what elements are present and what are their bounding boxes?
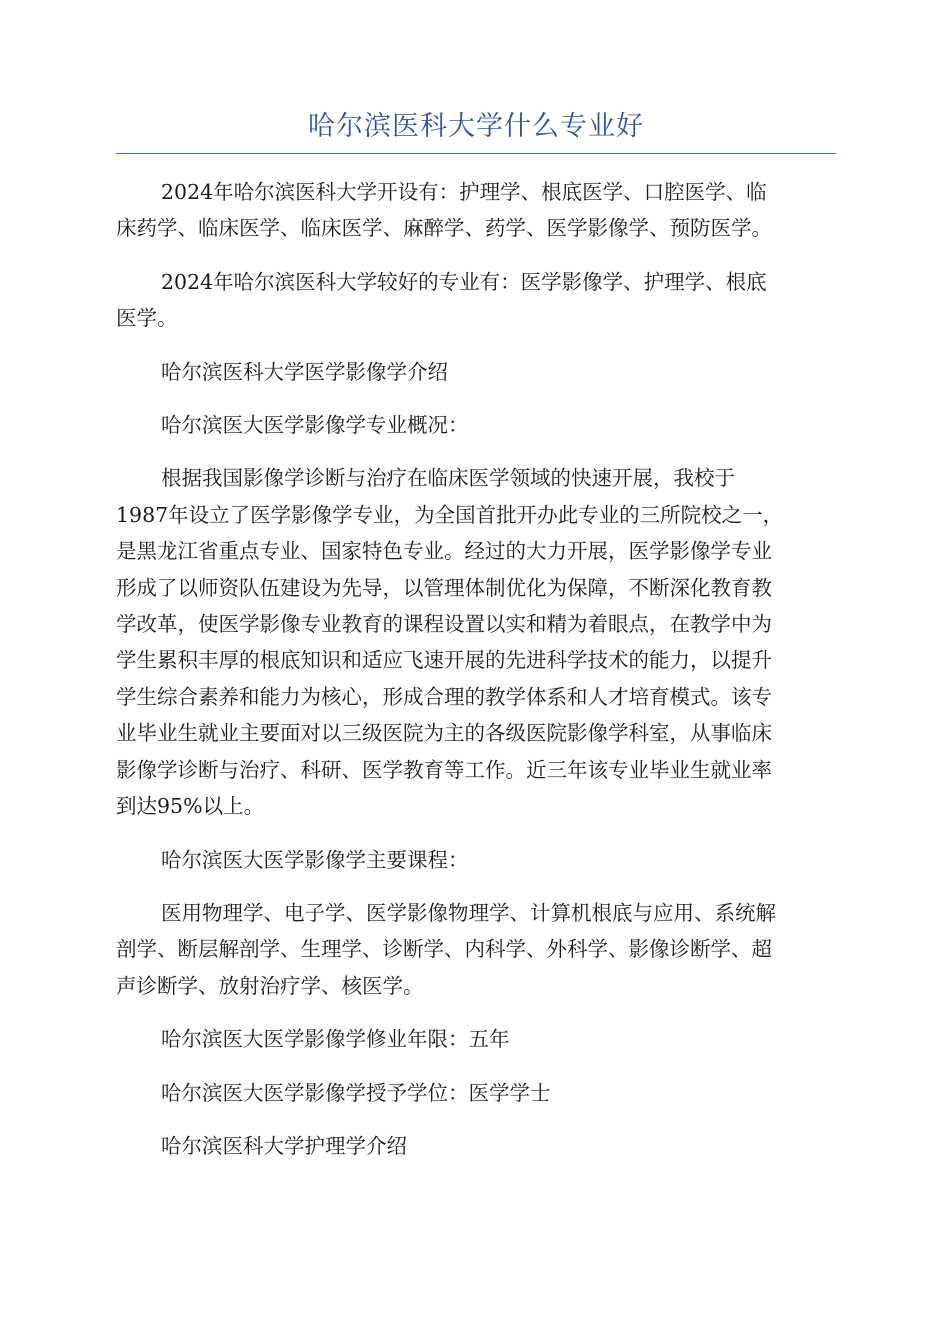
- title-underline: [116, 153, 836, 154]
- heading-imaging-courses: [116, 842, 836, 878]
- text-line: 剖学、断层解剖学、生理学、诊断学、内科学、外科学、影像诊断学、超: [116, 937, 772, 962]
- paragraph-imaging-overview: [116, 460, 836, 824]
- text-line: 床药学、临床医学、临床医学、麻醉学、药学、医学影像学、预防医学。: [116, 216, 772, 241]
- text-line: 是黑龙江省重点专业、国家特色专业。经过的大力开展，医学影像学专业: [116, 539, 772, 564]
- text-line: 2024年哈尔滨医科大学开设有：护理学、根底医学、口腔医学、临: [161, 180, 767, 204]
- text-line: 1987年设立了医学影像学专业，为全国首批开办此专业的三所院校之一，: [116, 502, 784, 527]
- heading-imaging-overview: [116, 407, 836, 443]
- text-line: 哈尔滨医科大学医学影像学介绍: [161, 359, 448, 384]
- text-line: 哈尔滨医大医学影像学修业年限：五年: [161, 1027, 510, 1052]
- text-line: 业毕业生就业主要面对以三级医院为主的各级医院影像学科室，从事临床: [116, 721, 772, 746]
- text-line: 医学。: [116, 306, 178, 331]
- text-line: 声诊断学、放射治疗学、核医学。: [116, 973, 424, 998]
- heading-imaging-intro: [116, 354, 836, 390]
- paragraph-imaging-degree: [116, 1075, 836, 1111]
- text-line: 哈尔滨医科大学护理学介绍: [161, 1133, 407, 1158]
- text-line: 学生累积丰厚的根底知识和适应飞速开展的先进科学技术的能力，以提升: [116, 648, 772, 673]
- text-line: 哈尔滨医大医学影像学专业概况：: [161, 413, 469, 438]
- text-line: 到达95%以上。: [116, 794, 265, 819]
- text-line: 2024年哈尔滨医科大学较好的专业有：医学影像学、护理学、根底: [161, 269, 767, 294]
- paragraph-imaging-courses: [116, 895, 836, 1004]
- paragraph-imaging-duration: [116, 1021, 836, 1057]
- text-line: 医用物理学、电子学、医学影像物理学、计算机根底与应用、系统解: [161, 900, 776, 925]
- text-line: 学生综合素养和能力为核心，形成合理的教学体系和人才培育模式。该专: [116, 684, 772, 709]
- paragraph-good-majors: [116, 264, 836, 337]
- heading-nursing-intro: [116, 1128, 836, 1164]
- document-title: 哈尔滨医科大学什么专业好: [308, 111, 644, 142]
- text-line: 根据我国影像学诊断与治疗在临床医学领域的快速开展，我校于: [161, 466, 735, 491]
- text-line: 学改革，使医学影像专业教育的课程设置以实和精为着眼点，在教学中为: [116, 612, 772, 637]
- text-line: 哈尔滨医大医学影像学主要课程：: [161, 847, 469, 872]
- document-page: [116, 108, 836, 1164]
- text-line: 哈尔滨医大医学影像学授予学位：医学学士: [161, 1080, 551, 1105]
- paragraph-majors-offered: [116, 174, 836, 247]
- text-line: 影像学诊断与治疗、科研、医学教育等工作。近三年该专业毕业生就业率: [116, 757, 772, 782]
- text-line: 形成了以师资队伍建设为先导，以管理体制优化为保障，不断深化教育教: [116, 575, 772, 600]
